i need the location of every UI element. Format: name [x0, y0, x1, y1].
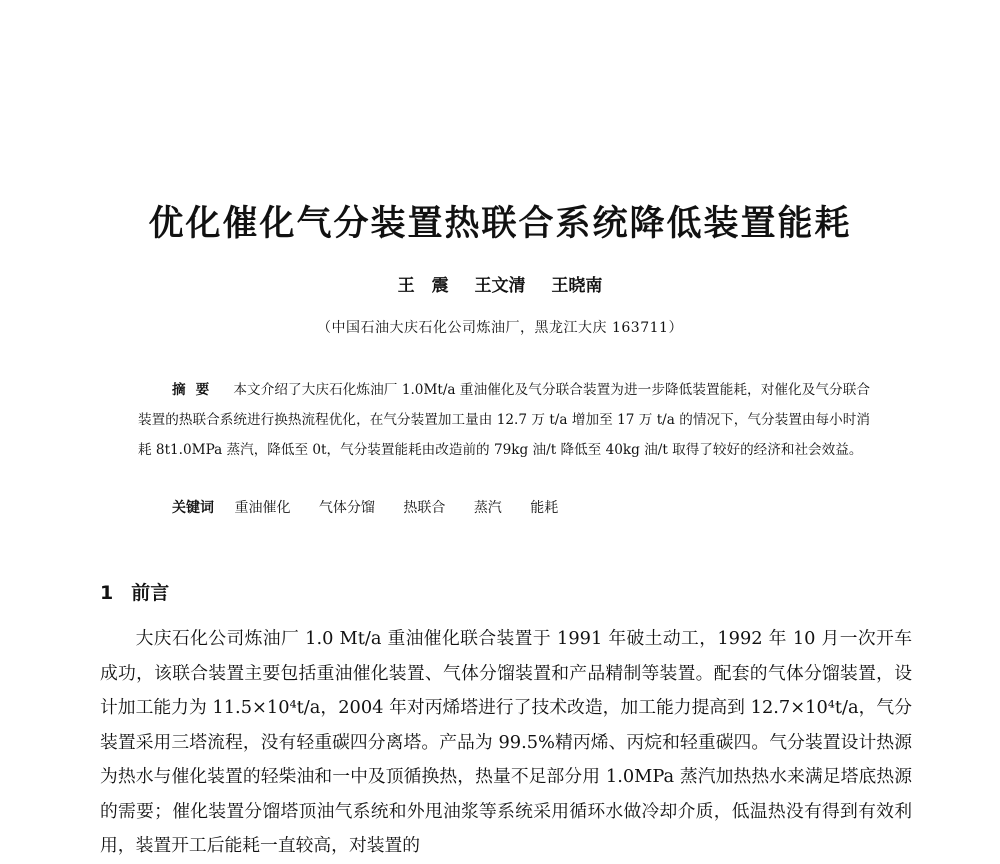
- affiliation: （中国石油大庆石化公司炼油厂，黑龙江大庆 163711）: [317, 320, 683, 336]
- body-paragraph: 大庆石化公司炼油厂 1.0 Mt/a 重油催化联合装置于 1991 年破土动工，1992 年 10 月一次开车成功，该联合装置主要包括重油催化装置、气体分馏装置和产品精制等装置。配套的气体分馏装置，设计加工能力为 11.5×10⁴t/a，2004 年对丙烯塔进行了技术改造，加工能力提高到 12.7×10⁴t/a，气分装置采用三塔流程，没有轻重碳四分离塔。产品为 99.5%精丙烯、丙烷和轻重碳四。气分装置设计热源为热水与催化装置的轻柴油和一中及顶循换热，热量不足部分用 1.0MPa 蒸汽加热热水来满足塔底热源的需要；催化装置分馏塔顶油气系统和外甩油浆等系统采用循环水做冷却介质，低温热没有得到有效利用，装置开工后能耗一直较高，对装置的: [100, 628, 912, 856]
- keyword-5: 能耗: [530, 500, 559, 516]
- author-3: 王晓南: [551, 276, 603, 296]
- abstract: [138, 375, 870, 465]
- body-text: [100, 622, 912, 856]
- keyword-1: 重油催化: [234, 500, 291, 516]
- keyword-2: 气体分馏: [318, 500, 375, 516]
- keyword-3: 热联合: [403, 500, 446, 516]
- abstract-text: 本文介绍了大庆石化炼油厂 1.0Mt/a 重油催化及气分联合装置为进一步降低装置能耗，对催化及气分联合装置的热联合系统进行换热流程优化，在气分装置加工量由 12.7 万 t/a 增加至 17 万 t/a 的情况下，气分装置由每小时消耗 8t1.0MPa 蒸汽，降低至 0t，气分装置能耗由改造前的 79kg 油/t 降低至 40kg 油/t 取得了较好的经济和社会效益。: [138, 382, 871, 458]
- keyword-4: 蒸汽: [473, 500, 502, 516]
- author-list: [0, 271, 1000, 296]
- keywords: [172, 497, 582, 517]
- section-heading: [100, 578, 169, 605]
- author-2: 王文清: [474, 276, 526, 296]
- paper-title: 优化催化气分装置热联合系统降低装置能耗: [148, 204, 852, 244]
- abstract-label: 摘要: [172, 382, 220, 398]
- author-1: 王 震: [397, 276, 449, 296]
- section-number: 1: [100, 582, 114, 604]
- section-title: 前言: [131, 582, 170, 604]
- keywords-label: 关键词: [172, 500, 214, 516]
